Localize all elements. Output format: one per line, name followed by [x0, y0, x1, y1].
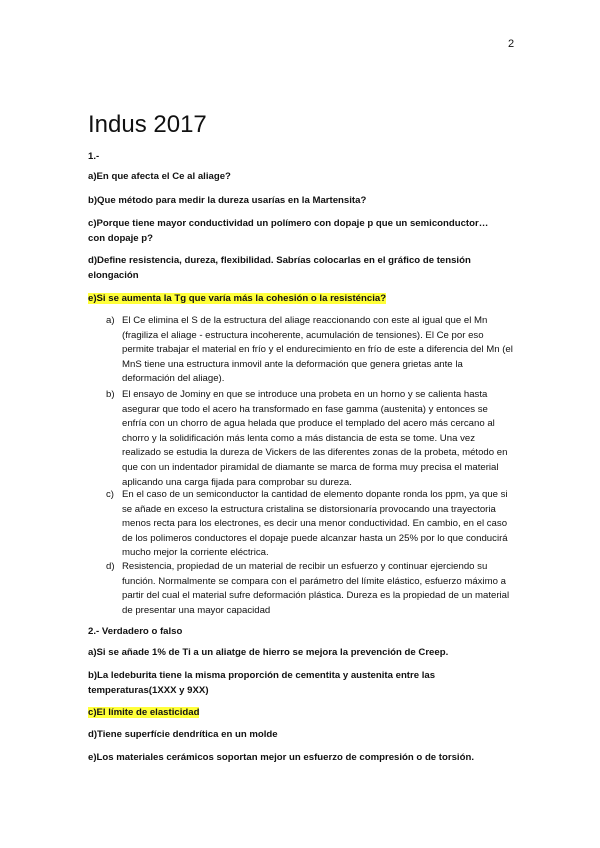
document-title: Indus 2017: [88, 111, 207, 138]
section-1-heading: 1.-: [88, 151, 100, 162]
answer-marker: c): [106, 489, 114, 500]
answer-marker: b): [106, 389, 115, 400]
question-1b: b)Que método para medir la dureza usarías en la Martensita?: [88, 195, 367, 206]
question-2d: d)Tiene superfície dendrítica en un molde: [88, 729, 278, 740]
page-number: 2: [508, 38, 515, 50]
answer-text: El Ce elimina el S de la estructura del aliage reaccionando con este al igual que el Mn (fragiliza el aliage - estructura incoherente, acumulación de tensiones). El Ce por eso permite trabajar el material en frío y el endurecimiento en frío de este a diferencia del Mn (el MnS tiene una estructura inmovil ante la deformación que genera grietas ante la deformación del aliage).: [122, 315, 513, 385]
question-1d: d)Define resistencia, dureza, flexibilidad. Sabrías colocarlas en el gráfico de tensión elongación: [88, 255, 471, 281]
question-2b: b)La ledeburita tiene la misma proporción de cementita y austenita entre las temperaturas(1XXX y 9XX): [88, 670, 436, 696]
question-1c: c)Porque tiene mayor conductividad un polímero con dopaje p que un semiconductor… con dopaje p?: [88, 218, 489, 244]
question-1e: [88, 292, 508, 307]
question-2a: a)Si se añade 1% de Ti a un aliatge de hierro se mejora la prevención de Creep.: [88, 647, 449, 658]
answer-text: Resistencia, propiedad de un material de recibir un esfuerzo y continuar ejerciendo su función. Normalmente se compara con el parámetro del límite elástico, esfuerzo máximo a partir del cual el material sufre deformación plástica. Dureza es la propiedad de un material de presentar una mayor capacidad: [122, 561, 510, 616]
question-2e: e)Los materiales cerámicos soportan mejor un esfuerzo de compresión o de torsión.: [88, 752, 474, 763]
question-1a: a)En que afecta el Ce al aliage?: [88, 171, 231, 182]
question-2c: [88, 706, 508, 721]
highlighted-question-2c: c)El límite de elasticidad: [88, 707, 200, 718]
answer-marker: d): [106, 561, 115, 572]
answer-text: El ensayo de Jominy en que se introduce una probeta en un horno y se calienta hasta asegurar que todo el acero ha transformado en fase gamma (austenita) y entonces se enfría con un chorro de agua helada que produce el templado del acero más cercano al chorro y la solidificación más lenta como a más distancia de esta se tome. Una vez realizado se estudia la dureza de Vickers de las diferentes zonas de la probeta, método en que con un indentador piramidal de diamante se marca de forma muy precisa el material aplicando una carga fijada para comprobar su dureza.: [122, 389, 508, 488]
answer-text: En el caso de un semiconductor la cantidad de elemento dopante ronda los ppm, ya que si se añade en exceso la estructura cristalina se distorsionaría provocando una trayectoria menos recta para los electrones, es decir una menor conductividad. En cambio, en el caso de los polimeros conductores el dopaje puede alcanzar hasta un 25% por lo que conducirá mucho mejor la corriente eléctrica.: [122, 489, 508, 559]
answer-marker: a): [106, 315, 115, 326]
section-2-heading: 2.- Verdadero o falso: [88, 626, 183, 637]
highlighted-question-1e: e)Si se aumenta la Tg que varía más la cohesión o la resisténcia?: [88, 293, 387, 304]
